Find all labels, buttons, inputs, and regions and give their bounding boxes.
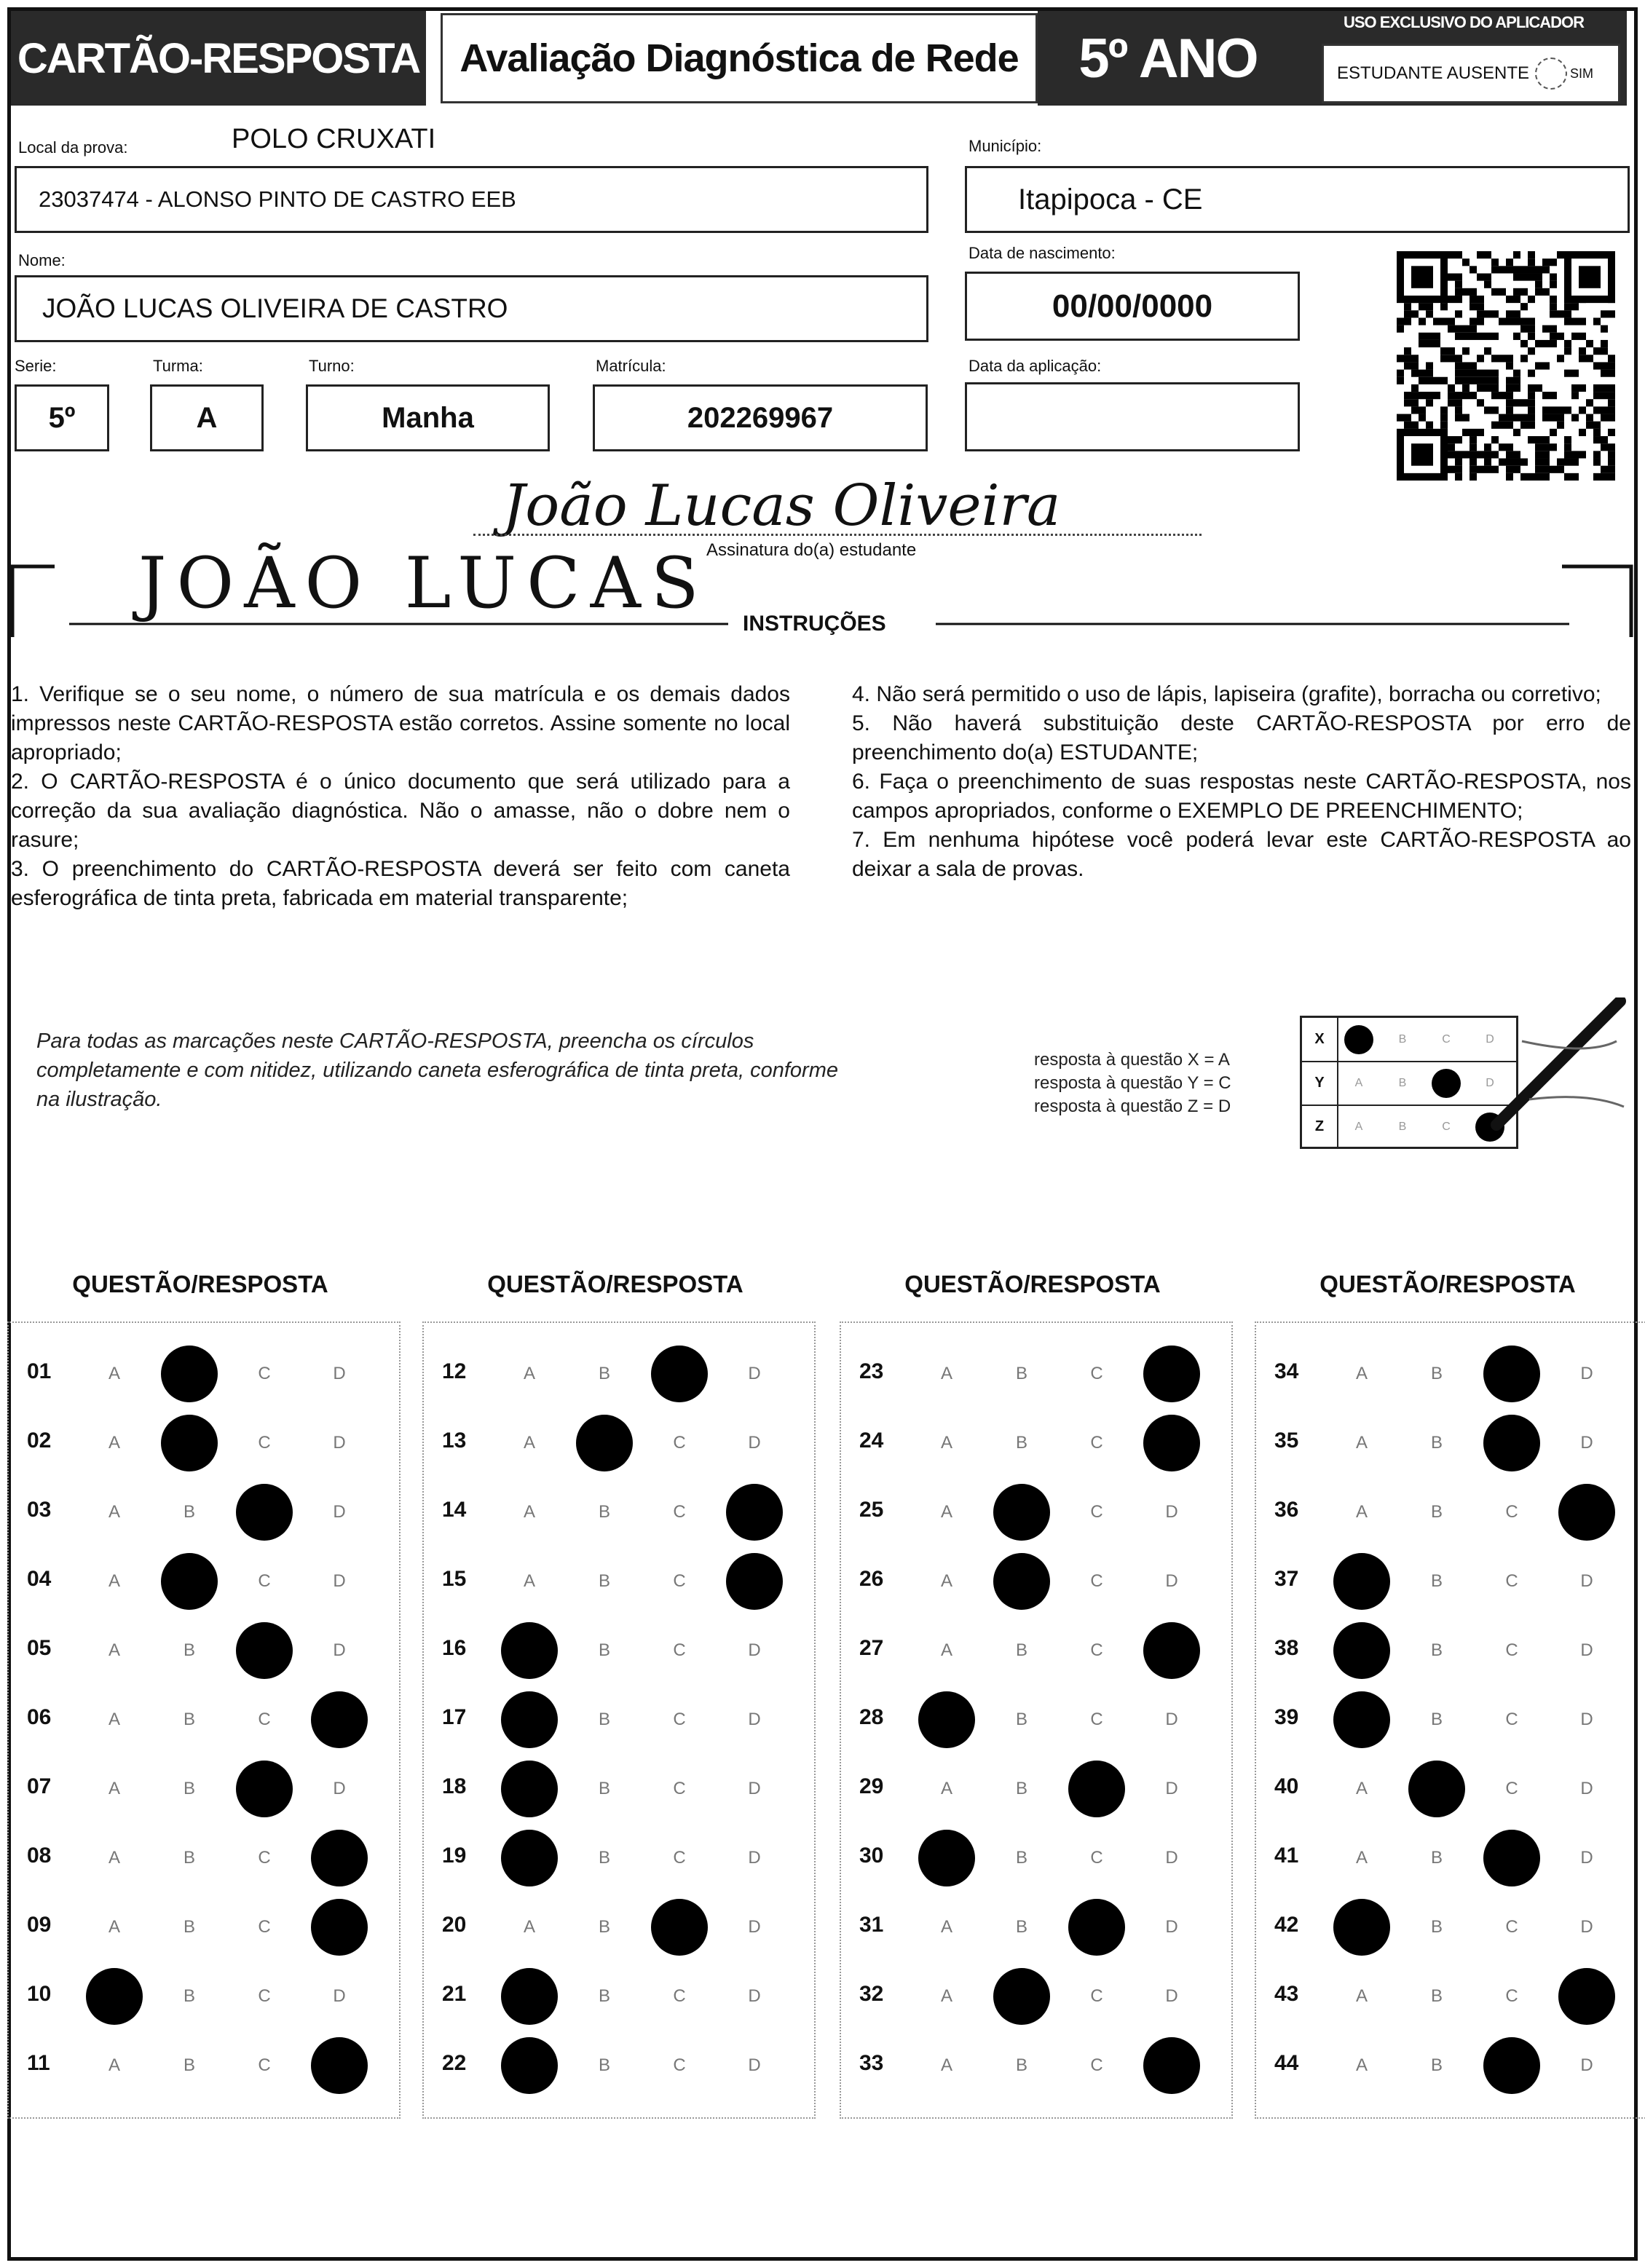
local-label: Local da prova: xyxy=(18,138,128,157)
answer-bubble-c[interactable]: C xyxy=(1505,1986,1518,2006)
question-number: 04 xyxy=(27,1567,52,1591)
question-number: 19 xyxy=(442,1844,467,1868)
turno-label: Turno: xyxy=(309,357,355,375)
answer-bubble-d[interactable]: D xyxy=(1165,1779,1178,1798)
answer-bubble-b[interactable]: B xyxy=(183,2055,195,2075)
question-number: 34 xyxy=(1274,1359,1299,1383)
question-number: 25 xyxy=(859,1498,884,1522)
answer-bubble-d[interactable]: D xyxy=(1143,2037,1200,2094)
answer-bubble-d[interactable]: D xyxy=(1580,1640,1593,1660)
answer-bubble-a[interactable]: A xyxy=(108,1571,120,1591)
answer-bubble-b[interactable]: B xyxy=(598,1779,610,1798)
answer-bubble-d[interactable]: D xyxy=(1580,1433,1593,1453)
answer-bubble-d[interactable]: D xyxy=(1580,1364,1593,1383)
example-bubble-b: B xyxy=(1398,1121,1407,1133)
signature-doodle: JOÃO LUCAS xyxy=(138,542,709,624)
answer-bubble-c[interactable]: C xyxy=(651,1899,708,1956)
question-number: 40 xyxy=(1274,1774,1299,1798)
answer-bubble-c[interactable]: C xyxy=(258,1364,271,1383)
answer-bubble-b[interactable]: B xyxy=(1015,2055,1027,2075)
question-number: 02 xyxy=(27,1429,52,1453)
answer-bubble-c[interactable]: C xyxy=(1505,1710,1518,1729)
answer-bubble-a[interactable]: A xyxy=(501,2037,558,2094)
instructions-left xyxy=(11,680,790,913)
answer-bubble-d[interactable]: D xyxy=(1165,1571,1178,1591)
answer-bubble-c[interactable]: C xyxy=(258,1986,271,2006)
answer-bubble-b[interactable]: B xyxy=(1430,1986,1443,2006)
answer-bubble-d[interactable]: D xyxy=(748,1848,761,1868)
answer-bubble-a[interactable]: A xyxy=(1333,1899,1390,1956)
nascimento-label: Data de nascimento: xyxy=(969,244,1116,262)
answer-bubble-b[interactable]: B xyxy=(161,1346,218,1402)
answer-bubble-c[interactable]: C xyxy=(1090,1433,1103,1453)
answer-bubble-c[interactable]: C xyxy=(236,1484,293,1541)
answer-bubble-a[interactable]: A xyxy=(108,1502,120,1522)
nome-value: JOÃO LUCAS OLIVEIRA DE CASTRO xyxy=(42,293,508,323)
answer-bubble-b[interactable]: B xyxy=(1430,1640,1443,1660)
question-number: 14 xyxy=(442,1498,467,1522)
answer-bubble-c[interactable]: C xyxy=(673,2055,686,2075)
question-number: 36 xyxy=(1274,1498,1299,1522)
answer-bubble-a[interactable]: A xyxy=(1355,1364,1368,1383)
answer-bubble-d[interactable]: D xyxy=(748,1433,761,1453)
turma-value: A xyxy=(196,401,218,434)
answer-bubble-c[interactable]: C xyxy=(1505,1917,1518,1937)
answer-bubble-c[interactable]: C xyxy=(1483,1415,1540,1471)
card-title: CARTÃO-RESPOSTA xyxy=(11,11,426,106)
answer-bubble-d[interactable]: D xyxy=(1580,1848,1593,1868)
answer-bubble-b[interactable]: B xyxy=(1015,1433,1027,1453)
answer-bubble-b[interactable]: B xyxy=(1015,1710,1027,1729)
answer-bubble-a[interactable]: A xyxy=(523,1502,535,1522)
matricula-value: 202269967 xyxy=(687,401,834,434)
answer-bubble-d[interactable]: D xyxy=(1580,1779,1593,1798)
example-bubble-d: D xyxy=(1486,1077,1494,1089)
answer-bubble-d[interactable]: D xyxy=(311,1899,368,1956)
answer-bubble-c[interactable]: C xyxy=(1090,1710,1103,1729)
answer-bubble-b[interactable]: B xyxy=(1015,1364,1027,1383)
answer-bubble-d[interactable]: D xyxy=(333,1502,346,1522)
question-number: 32 xyxy=(859,1982,884,2006)
turno-field xyxy=(306,384,550,451)
answer-bubble-a[interactable]: A xyxy=(501,1622,558,1679)
answer-bubble-a[interactable]: A xyxy=(108,1710,120,1729)
answer-bubble-a[interactable]: A xyxy=(108,1917,120,1937)
answer-bubble-a[interactable]: A xyxy=(1355,1848,1368,1868)
question-number: 20 xyxy=(442,1913,467,1937)
answer-bubble-a[interactable]: A xyxy=(523,1364,535,1383)
question-number: 06 xyxy=(27,1705,52,1729)
question-number: 07 xyxy=(27,1774,52,1798)
answer-bubble-d[interactable]: D xyxy=(748,1917,761,1937)
answer-bubble-c[interactable]: C xyxy=(673,1640,686,1660)
turno-value: Manha xyxy=(382,401,474,434)
answer-bubble-a[interactable]: A xyxy=(1333,1691,1390,1748)
answer-bubble-d[interactable]: D xyxy=(1165,1710,1178,1729)
example-bubble-c: C xyxy=(1442,1033,1451,1046)
serie-field xyxy=(15,384,109,451)
answer-bubble-d[interactable]: D xyxy=(1143,1622,1200,1679)
answer-bubble-d[interactable]: D xyxy=(748,1986,761,2006)
answer-bubble-c[interactable]: C xyxy=(236,1622,293,1679)
answer-bubble-b[interactable]: B xyxy=(1015,1640,1027,1660)
example-bubble-b: B xyxy=(1398,1033,1407,1046)
answer-bubble-b[interactable]: B xyxy=(1430,1364,1443,1383)
municipio-field xyxy=(965,166,1630,233)
aplicacao-field xyxy=(965,382,1300,451)
column-header: QUESTÃO/RESPOSTA xyxy=(1319,1271,1576,1297)
answer-bubble-d[interactable]: D xyxy=(1143,1346,1200,1402)
answer-bubble-d[interactable]: D xyxy=(1165,1848,1178,1868)
answer-bubble-d[interactable]: D xyxy=(311,1830,368,1886)
question-number: 42 xyxy=(1274,1913,1299,1937)
example-row-label: X xyxy=(1302,1018,1338,1061)
question-number: 31 xyxy=(859,1913,884,1937)
question-number: 37 xyxy=(1274,1567,1299,1591)
question-number: 01 xyxy=(27,1359,52,1383)
question-number: 08 xyxy=(27,1844,52,1868)
question-number: 24 xyxy=(859,1429,884,1453)
answer-bubble-d[interactable]: D xyxy=(311,1691,368,1748)
question-number: 33 xyxy=(859,2051,884,2075)
nascimento-field xyxy=(965,272,1300,341)
example-row-label: Y xyxy=(1302,1062,1338,1105)
municipio-value: Itapipoca - CE xyxy=(1018,183,1203,216)
answer-bubble-b[interactable]: B xyxy=(1015,1917,1027,1937)
serie-value: 5º xyxy=(48,401,76,434)
answer-bubble-c[interactable]: C xyxy=(673,1433,686,1453)
answer-bubble-c[interactable]: C xyxy=(1090,2055,1103,2075)
answer-bubble-c[interactable]: C xyxy=(1090,1571,1103,1591)
answer-bubble-b[interactable]: B xyxy=(1430,1502,1443,1522)
absent-bubble[interactable] xyxy=(1535,58,1567,90)
question-number: 18 xyxy=(442,1774,467,1798)
answer-bubble-b[interactable]: B xyxy=(161,1415,218,1471)
answer-bubble-c[interactable]: C xyxy=(1090,1640,1103,1660)
answer-bubble-c[interactable]: C xyxy=(1068,1899,1125,1956)
nome-label: Nome: xyxy=(18,251,66,269)
answer-bubble-d[interactable]: D xyxy=(726,1553,783,1610)
answer-bubble-a[interactable]: A xyxy=(940,1502,952,1522)
answer-bubble-a[interactable]: A xyxy=(108,2055,120,2075)
example-bubble-a: A xyxy=(1344,1025,1373,1054)
column-header: QUESTÃO/RESPOSTA xyxy=(904,1271,1161,1297)
answer-bubble-a[interactable]: A xyxy=(1355,1986,1368,2006)
answer-bubble-d[interactable]: D xyxy=(1580,1917,1593,1937)
answer-bubble-a[interactable]: A xyxy=(86,1968,143,2025)
answer-bubble-a[interactable]: A xyxy=(940,1433,952,1453)
answer-bubble-b[interactable]: B xyxy=(598,1502,610,1522)
answer-bubble-c[interactable]: C xyxy=(1483,1346,1540,1402)
matricula-field xyxy=(593,384,928,451)
answer-bubble-b[interactable]: B xyxy=(183,1640,195,1660)
answer-bubble-a[interactable]: A xyxy=(501,1761,558,1817)
answer-bubble-c[interactable]: C xyxy=(1505,1779,1518,1798)
instruction-5: 5. Não haverá substituição deste CARTÃO-RESPOSTA por erro de preenchimento do(a) ESTUDANTE; xyxy=(852,711,1631,764)
answer-bubble-a[interactable]: A xyxy=(940,2055,952,2075)
answer-bubble-d[interactable]: D xyxy=(1165,1502,1178,1522)
answer-bubble-a[interactable]: A xyxy=(940,1571,952,1591)
answer-bubble-b[interactable]: B xyxy=(1430,2055,1443,2075)
answer-bubble-d[interactable]: D xyxy=(726,1484,783,1541)
answer-bubble-d[interactable]: D xyxy=(1580,2055,1593,2075)
question-number: 17 xyxy=(442,1705,467,1729)
answer-bubble-c[interactable]: C xyxy=(1090,1364,1103,1383)
answer-bubble-c[interactable]: C xyxy=(651,1346,708,1402)
answer-bubble-d[interactable]: D xyxy=(333,1986,346,2006)
exam-title: Avaliação Diagnóstica de Rede xyxy=(441,13,1038,103)
question-number: 28 xyxy=(859,1705,884,1729)
answer-bubble-b[interactable]: B xyxy=(598,1571,610,1591)
answer-bubble-d[interactable]: D xyxy=(748,1364,761,1383)
answer-bubble-d[interactable]: D xyxy=(333,1571,346,1591)
answer-bubble-d[interactable]: D xyxy=(333,1433,346,1453)
answer-bubble-a[interactable]: A xyxy=(1355,1779,1368,1798)
pen-icon xyxy=(1478,997,1631,1150)
turma-field xyxy=(150,384,264,451)
answer-bubble-a[interactable]: A xyxy=(1355,2055,1368,2075)
example-bubble-c: C xyxy=(1442,1121,1451,1133)
aplicacao-label: Data da aplicação: xyxy=(969,357,1102,375)
question-number: 39 xyxy=(1274,1705,1299,1729)
instruction-2: 2. O CARTÃO-RESPOSTA é o único documento que será utilizado para a correção da sua avaliação diagnóstica. Não o amasse, não o dobre nem o rasure; xyxy=(11,770,790,852)
example-legend-x: resposta à questão X = A xyxy=(1034,1050,1230,1070)
answer-bubble-c[interactable]: C xyxy=(1090,1986,1103,2006)
instructions-right xyxy=(852,680,1631,884)
answer-bubble-a[interactable]: A xyxy=(501,1691,558,1748)
question-number: 38 xyxy=(1274,1636,1299,1660)
question-number: 26 xyxy=(859,1567,884,1591)
answer-bubble-d[interactable]: D xyxy=(748,1710,761,1729)
answer-bubble-b[interactable]: B xyxy=(598,1986,610,2006)
answer-bubble-d[interactable]: D xyxy=(333,1779,346,1798)
answer-bubble-c[interactable]: C xyxy=(258,1848,271,1868)
answer-bubble-c[interactable]: C xyxy=(1483,2037,1540,2094)
qr-code xyxy=(1397,251,1615,481)
answer-bubble-a[interactable]: A xyxy=(523,1433,535,1453)
signature-line xyxy=(473,534,1202,536)
answer-bubble-a[interactable]: A xyxy=(108,1364,120,1383)
answer-bubble-c[interactable]: C xyxy=(673,1779,686,1798)
question-number: 10 xyxy=(27,1982,52,2006)
answer-bubble-c[interactable]: C xyxy=(673,1986,686,2006)
question-number: 30 xyxy=(859,1844,884,1868)
answer-bubble-b[interactable]: B xyxy=(161,1553,218,1610)
answer-bubble-a[interactable]: A xyxy=(523,1571,535,1591)
answer-bubble-c[interactable]: C xyxy=(258,1710,271,1729)
question-number: 44 xyxy=(1274,2051,1299,2075)
answer-bubble-b[interactable]: B xyxy=(1430,1917,1443,1937)
question-number: 23 xyxy=(859,1359,884,1383)
answer-bubble-a[interactable]: A xyxy=(501,1830,558,1886)
answer-bubble-c[interactable]: C xyxy=(1505,1640,1518,1660)
signature-label: Assinatura do(a) estudante xyxy=(706,540,917,560)
example-bubble-d: D xyxy=(1475,1113,1504,1142)
answer-bubble-d[interactable]: D xyxy=(1143,1415,1200,1471)
question-number: 03 xyxy=(27,1498,52,1522)
nascimento-value: 00/00/0000 xyxy=(1052,288,1213,324)
instruction-1: 1. Verifique se o seu nome, o número de sua matrícula e os demais dados impressos neste CARTÃO-RESPOSTA estão corretos. Assine somente no local apropriado; xyxy=(11,682,790,764)
applicator-title: USO EXCLUSIVO DO APLICADOR xyxy=(1343,13,1585,31)
answer-bubble-a[interactable]: A xyxy=(1355,1433,1368,1453)
answer-bubble-b[interactable]: B xyxy=(183,1848,195,1868)
answer-bubble-d[interactable]: D xyxy=(1165,1986,1178,2006)
answer-bubble-d[interactable]: D xyxy=(333,1364,346,1383)
answer-bubble-b[interactable]: B xyxy=(598,2055,610,2075)
answer-bubble-a[interactable]: A xyxy=(940,1986,952,2006)
instruction-7: 7. Em nenhuma hipótese você poderá levar este CARTÃO-RESPOSTA ao deixar a sala de provas. xyxy=(852,828,1631,881)
answer-bubble-c[interactable]: C xyxy=(258,1917,271,1937)
local-pole: POLO CRUXATI xyxy=(232,124,436,154)
answer-bubble-d[interactable]: D xyxy=(1558,1484,1615,1541)
question-number: 05 xyxy=(27,1636,52,1660)
question-number: 27 xyxy=(859,1636,884,1660)
answer-bubble-a[interactable]: A xyxy=(108,1779,120,1798)
answer-bubble-b[interactable]: B xyxy=(1430,1710,1443,1729)
example-bubble-c: C xyxy=(1432,1069,1461,1098)
question-number: 11 xyxy=(27,2051,50,2075)
question-number: 16 xyxy=(442,1636,467,1660)
column-header: QUESTÃO/RESPOSTA xyxy=(72,1271,328,1297)
answer-bubble-a[interactable]: A xyxy=(918,1830,975,1886)
question-number: 09 xyxy=(27,1913,52,1937)
answer-bubble-c[interactable]: C xyxy=(258,2055,271,2075)
nome-field xyxy=(15,275,928,342)
answer-bubble-a[interactable]: A xyxy=(1333,1553,1390,1610)
matricula-label: Matrícula: xyxy=(596,357,666,375)
answer-bubble-a[interactable]: A xyxy=(108,1848,120,1868)
answer-bubble-d[interactable]: D xyxy=(1165,1917,1178,1937)
answer-bubble-a[interactable]: A xyxy=(940,1779,952,1798)
question-number: 29 xyxy=(859,1774,884,1798)
fill-note: Para todas as marcações neste CARTÃO-RESPOSTA, preencha os círculos completamente e com nitidez, utilizando caneta esferográfica de tinta preta, conforme na ilustração. xyxy=(36,1030,838,1111)
instructions-title: INSTRUÇÕES xyxy=(743,612,886,636)
answer-bubble-c[interactable]: C xyxy=(673,1502,686,1522)
answer-bubble-c[interactable]: C xyxy=(1090,1848,1103,1868)
local-field xyxy=(15,166,928,233)
example-legend xyxy=(1034,1048,1231,1118)
answer-bubble-b[interactable]: B xyxy=(993,1968,1050,2025)
answer-bubble-c[interactable]: C xyxy=(673,1848,686,1868)
answer-bubble-b[interactable]: B xyxy=(598,1848,610,1868)
absent-box xyxy=(1322,44,1620,103)
answer-bubble-d[interactable]: D xyxy=(748,1779,761,1798)
answer-bubble-c[interactable]: C xyxy=(1090,1502,1103,1522)
question-number: 21 xyxy=(442,1982,467,2006)
question-number: 13 xyxy=(442,1429,467,1453)
student-signature: João Lucas Oliveira xyxy=(502,473,1061,539)
answer-bubble-b[interactable]: B xyxy=(993,1484,1050,1541)
answer-bubble-b[interactable]: B xyxy=(598,1710,610,1729)
answer-bubble-b[interactable]: B xyxy=(183,1779,195,1798)
answer-bubble-d[interactable]: D xyxy=(1580,1710,1593,1729)
question-number: 43 xyxy=(1274,1982,1299,2006)
answer-bubble-b[interactable]: B xyxy=(1430,1433,1443,1453)
column-header: QUESTÃO/RESPOSTA xyxy=(487,1271,743,1297)
answer-bubble-d[interactable]: D xyxy=(1580,1571,1593,1591)
answer-bubble-b[interactable]: B xyxy=(183,1502,195,1522)
answer-bubble-b[interactable]: B xyxy=(183,1986,195,2006)
answer-bubble-c[interactable]: C xyxy=(1505,1502,1518,1522)
answer-bubble-c[interactable]: C xyxy=(673,1571,686,1591)
answer-bubble-b[interactable]: B xyxy=(183,1917,195,1937)
question-number: 12 xyxy=(442,1359,467,1383)
answer-bubble-c[interactable]: C xyxy=(236,1761,293,1817)
answer-bubble-b[interactable]: B xyxy=(598,1640,610,1660)
local-value: 23037474 - ALONSO PINTO DE CASTRO EEB xyxy=(39,186,516,212)
municipio-label: Município: xyxy=(969,137,1042,155)
instruction-3: 3. O preenchimento do CARTÃO-RESPOSTA deverá ser feito com caneta esferográfica de tinta preta, fabricada em material transparente; xyxy=(11,857,790,910)
question-number: 22 xyxy=(442,2051,467,2075)
question-number: 41 xyxy=(1274,1844,1299,1868)
example-bubble-b: B xyxy=(1398,1077,1407,1089)
answer-bubble-d[interactable]: D xyxy=(333,1640,346,1660)
example-legend-z: resposta à questão Z = D xyxy=(1034,1097,1231,1116)
answer-bubble-d[interactable]: D xyxy=(748,1640,761,1660)
answer-bubble-b[interactable]: B xyxy=(598,1917,610,1937)
example-bubble-a: A xyxy=(1354,1077,1363,1089)
absent-label: ESTUDANTE AUSENTE xyxy=(1337,63,1530,83)
answer-bubble-b[interactable]: B xyxy=(1015,1848,1027,1868)
answer-bubble-a[interactable]: A xyxy=(940,1640,952,1660)
serie-label: Serie: xyxy=(15,357,57,375)
example-legend-y: resposta à questão Y = C xyxy=(1034,1073,1231,1093)
answer-bubble-c[interactable]: C xyxy=(1483,1830,1540,1886)
question-number: 35 xyxy=(1274,1429,1299,1453)
answer-bubble-c[interactable]: C xyxy=(1068,1761,1125,1817)
example-row-label: Z xyxy=(1302,1105,1338,1148)
question-number: 15 xyxy=(442,1567,467,1591)
answer-bubble-b[interactable]: B xyxy=(1430,1848,1443,1868)
answer-bubble-c[interactable]: C xyxy=(258,1571,271,1591)
answer-bubble-b[interactable]: B xyxy=(576,1415,633,1471)
instruction-6: 6. Faça o preenchimento de suas respostas neste CARTÃO-RESPOSTA, nos campos apropriados, conforme o EXEMPLO DE PREENCHIMENTO; xyxy=(852,770,1631,823)
answer-bubble-b[interactable]: B xyxy=(598,1364,610,1383)
answer-bubble-d[interactable]: D xyxy=(748,2055,761,2075)
example-bubble-a: A xyxy=(1354,1121,1363,1133)
answer-bubble-d[interactable]: D xyxy=(1558,1968,1615,2025)
answer-bubble-a[interactable]: A xyxy=(1355,1502,1368,1522)
answer-bubble-b[interactable]: B xyxy=(1430,1571,1443,1591)
answer-bubble-c[interactable]: C xyxy=(1505,1571,1518,1591)
answer-bubble-a[interactable]: A xyxy=(918,1691,975,1748)
example-bubble-d: D xyxy=(1486,1033,1494,1046)
answer-bubble-d[interactable]: D xyxy=(311,2037,368,2094)
answer-bubble-a[interactable]: A xyxy=(501,1968,558,2025)
grade-label: 5º ANO xyxy=(1038,11,1298,106)
absent-option: SIM xyxy=(1570,66,1594,81)
answer-bubble-a[interactable]: A xyxy=(108,1640,120,1660)
answer-bubble-b[interactable]: B xyxy=(993,1553,1050,1610)
answer-bubble-c[interactable]: C xyxy=(258,1433,271,1453)
answer-bubble-a[interactable]: A xyxy=(1333,1622,1390,1679)
turma-label: Turma: xyxy=(153,357,203,375)
answer-bubble-a[interactable]: A xyxy=(940,1364,952,1383)
instruction-4: 4. Não será permitido o uso de lápis, lapiseira (grafite), borracha ou corretivo; xyxy=(852,682,1601,706)
answer-bubble-b[interactable]: B xyxy=(183,1710,195,1729)
answer-bubble-c[interactable]: C xyxy=(673,1710,686,1729)
answer-bubble-a[interactable]: A xyxy=(108,1433,120,1453)
answer-bubble-b[interactable]: B xyxy=(1015,1779,1027,1798)
answer-bubble-a[interactable]: A xyxy=(940,1917,952,1937)
answer-bubble-a[interactable]: A xyxy=(523,1917,535,1937)
answer-bubble-b[interactable]: B xyxy=(1408,1761,1465,1817)
